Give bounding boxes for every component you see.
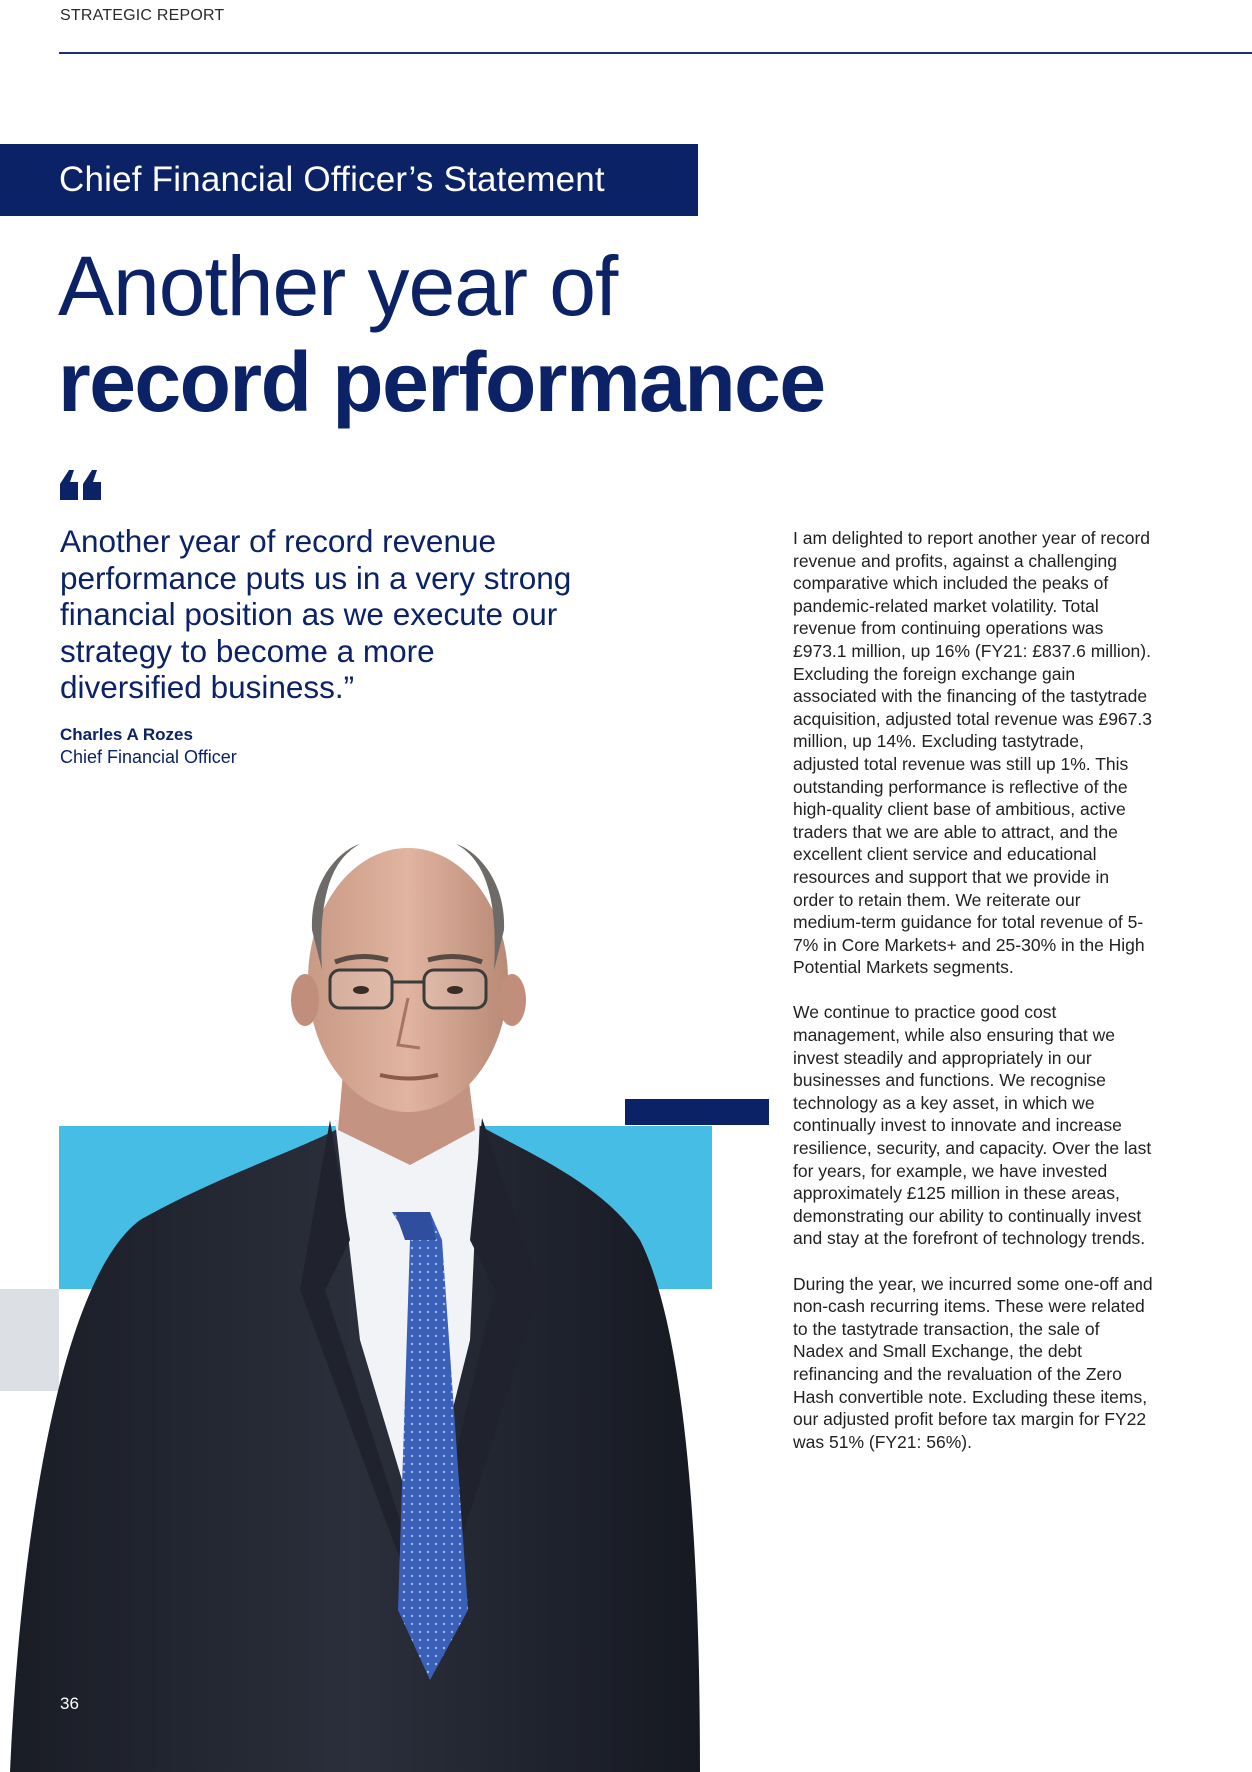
- body-paragraph: I am delighted to report another year of record revenue and profits, against a challenging comparative which included the peaks of pandemic-related market volatility. Total revenue from continuing operations was £973.1 million, up 16% (FY21: £837.6 million). Excluding the foreign exchange gain associated with the financing of the tastytrade acquisition, adjusted total revenue was £967.3 million, up 14%. Excluding tastytrade, adjusted total revenue was still up 1%. This outstanding performance is reflective of the high-quality client base of ambitious, active traders that we are able to attract, and the excellent client service and educational resources and support that we provide in order to retain them. We reiterate our medium-term guidance for total revenue of 5-7% in Core Markets+ and 25-30% in the High Potential Markets segments.: [793, 528, 1152, 978]
- page-headline: [58, 236, 825, 428]
- section-title: Chief Financial Officer’s Statement: [59, 160, 605, 199]
- quote-mark-icon: [60, 470, 104, 500]
- page-number: 36: [60, 1694, 79, 1713]
- quote-author-name: Charles A Rozes: [60, 725, 193, 744]
- body-paragraph: We continue to practice good cost management, while also ensuring that we invest steadily and appropriately in our businesses and functions. We recognise technology as a key asset, in which we continually invest to innovate and increase resilience, security, and capacity. Over the last for years, for example, we have invested approximately £125 million in these areas, demonstrating our ability to continually invest and stay at the forefront of technology trends.: [793, 1002, 1152, 1249]
- headline-line-1: Another year of: [58, 239, 618, 333]
- headline-line-2: record performance: [58, 335, 825, 429]
- running-head: STRATEGIC REPORT: [60, 7, 225, 24]
- body-paragraph: During the year, we incurred some one-off and non-cash recurring items. These were related to the tastytrade transaction, the sale of Nadex and Small Exchange, the debt refinancing and the revaluation of the Zero Hash convertible note. Excluding these items, our adjusted profit before tax margin for FY22 was 51% (FY21: 56%).: [793, 1273, 1153, 1452]
- cfo-portrait-photo: [0, 820, 770, 1772]
- header-rule: [59, 52, 1252, 54]
- body-text-column: [793, 527, 1153, 1476]
- pull-quote: Another year of record revenue performance puts us in a very strong financial position as we execute our strategy to become a more diversified business.”: [60, 523, 572, 705]
- quote-author-role: Chief Financial Officer: [60, 747, 237, 767]
